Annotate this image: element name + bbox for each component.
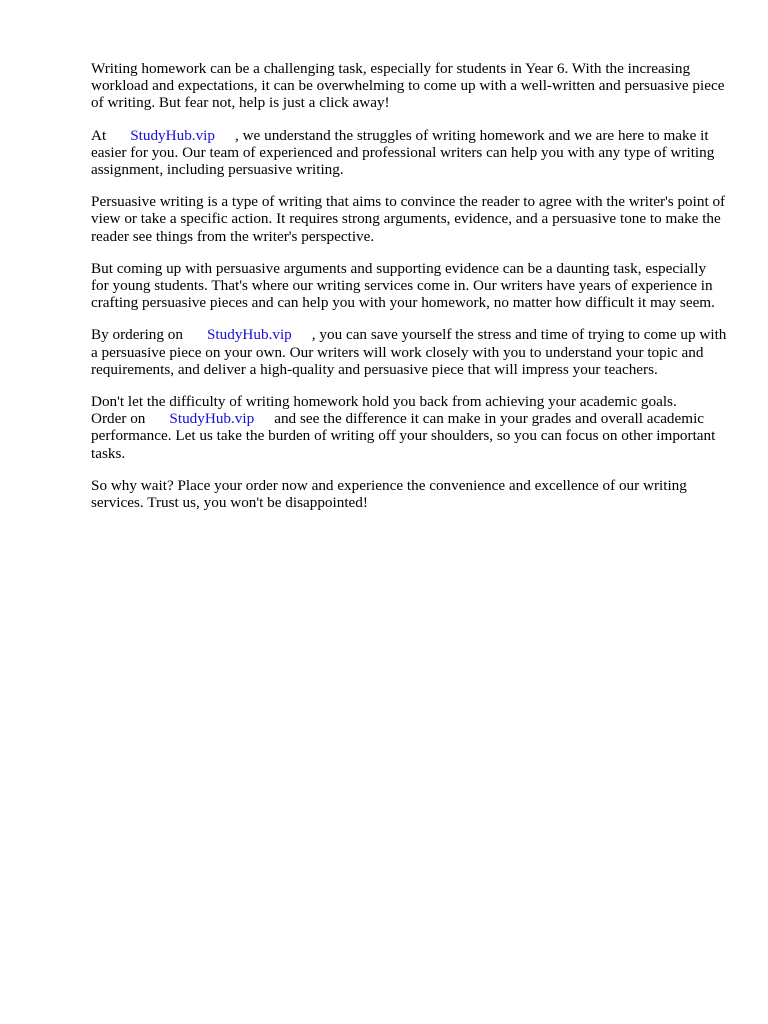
paragraph-text: , you can save yourself the stress and time of trying to come up with a persuasive piece on your own. Our writers will work closely with you to understand your topic and requirements, and deliver a high-quality and persuasive piece that will impress your teachers. bbox=[91, 326, 727, 378]
studyhub-link[interactable]: StudyHub.vip bbox=[206, 326, 292, 344]
paragraph-intro: Writing homework can be a challenging task, especially for students in Year 6. With the increasing workload and expectations, it can be overwhelming to come up with a well-written and persuasive piece of writing. But fear not, help is just a click away! bbox=[91, 60, 725, 112]
paragraph-academic-goals bbox=[91, 393, 727, 462]
document-body bbox=[91, 60, 727, 526]
paragraph-studyhub-intro bbox=[91, 127, 727, 179]
paragraph-writing-services: But coming up with persuasive arguments and supporting evidence can be a daunting task, especially for young students. That's where our writing services come in. Our writers have years of experience in crafting persuasive pieces and can help you with your homework, no matter how difficult it may seem. bbox=[91, 259, 715, 312]
paragraph-text: Order on bbox=[91, 410, 146, 428]
paragraph-call-to-action: So why wait? Place your order now and experience the convenience and excellence of our writing services. Trust us, you won't be disappointed! bbox=[91, 476, 687, 512]
paragraph-persuasive-definition: Persuasive writing is a type of writing that aims to convince the reader to agree with the writer's point of view or take a specific action. It requires strong arguments, evidence, and a persuasive tone to make the reader see things from the writer's perspective. bbox=[91, 193, 726, 245]
paragraph-text: At bbox=[91, 126, 107, 144]
paragraph-text: and see the difference it can make in your grades and overall academic performance. Let us take the burden of writing off your shoulders, so you can focus on other important tasks. bbox=[91, 410, 716, 462]
studyhub-link[interactable]: StudyHub.vip bbox=[169, 410, 255, 428]
paragraph-ordering bbox=[91, 326, 727, 378]
paragraph-text: By ordering on bbox=[91, 326, 183, 344]
studyhub-link[interactable]: StudyHub.vip bbox=[130, 126, 215, 144]
paragraph-text: , we understand the struggles of writing homework and we are here to make it easier for you. Our team of experienced and professional writers can help you with any type of writing assignment, including persuasive writing. bbox=[91, 126, 715, 179]
paragraph-text: Don't let the difficulty of writing homework hold you back from achieving your academic goals. bbox=[91, 393, 677, 411]
